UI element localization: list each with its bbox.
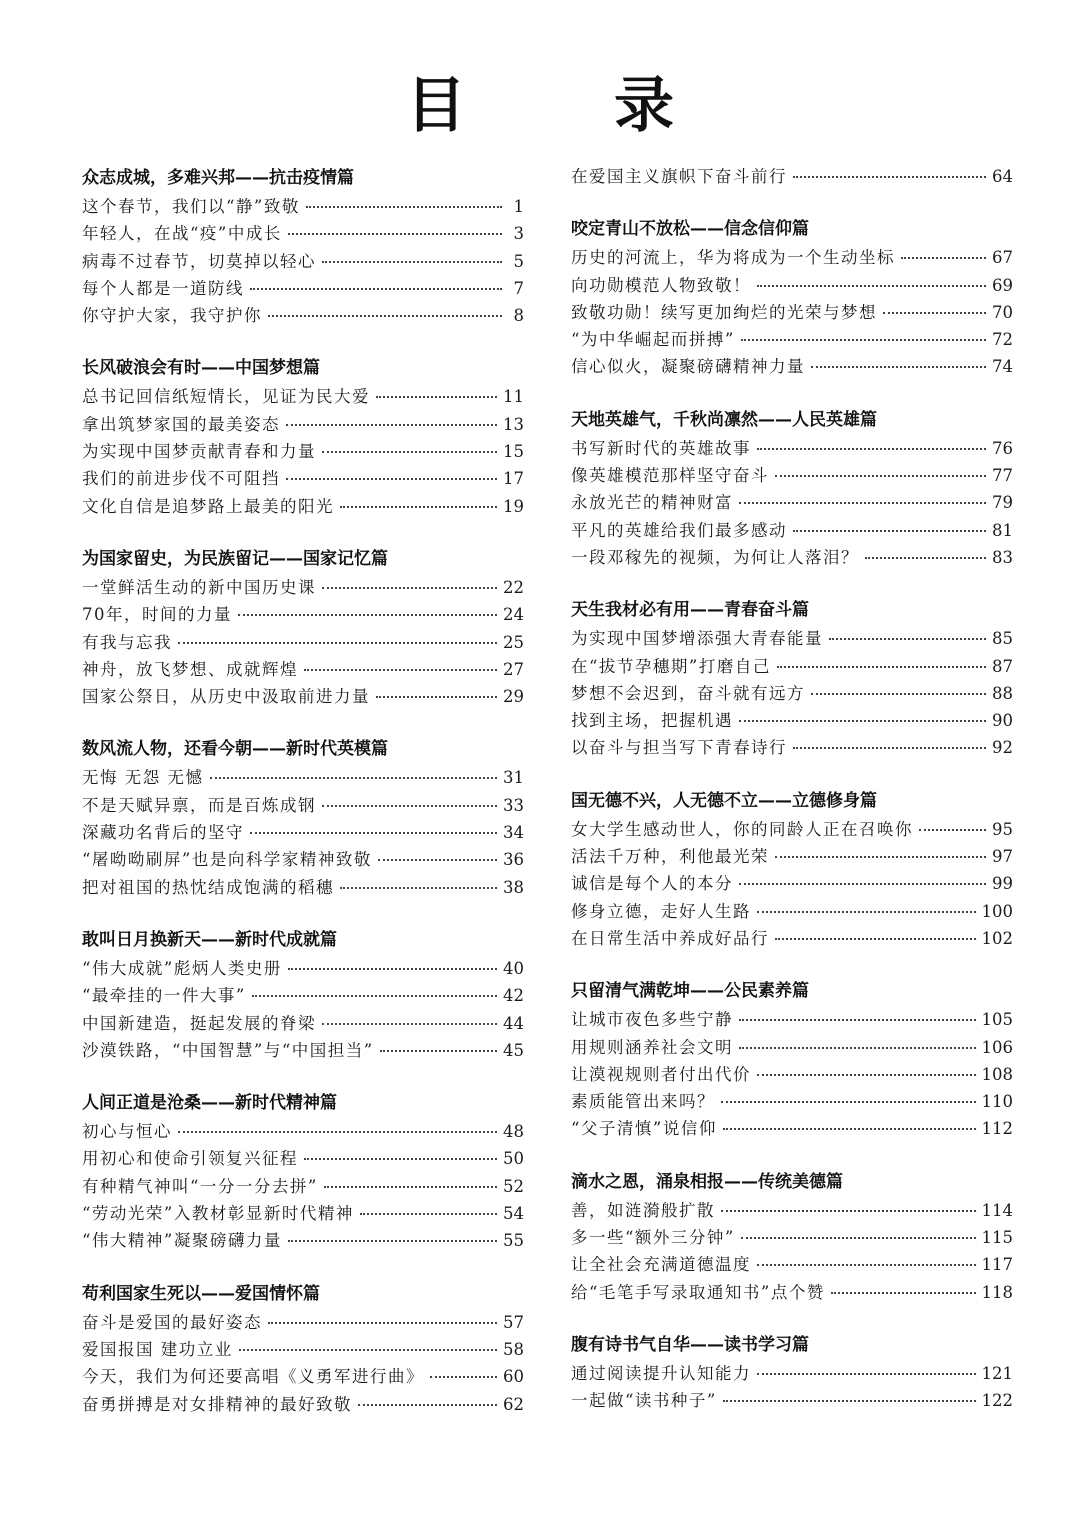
entry-page-number: 76: [992, 438, 1013, 458]
toc-entry[interactable]: [82, 465, 524, 492]
dot-leader: [286, 423, 497, 426]
entry-title: 70年，时间的力量: [82, 605, 232, 625]
entry-title: 在爱国主义旗帜下奋斗前行: [571, 167, 787, 186]
entry-title: “为中华崛起而拼搏”: [571, 330, 735, 350]
section-title: 为国家留史，为民族留记——国家记忆篇: [82, 548, 388, 569]
entry-page-number: 34: [503, 823, 524, 843]
entry-page-number: 50: [503, 1149, 524, 1169]
dot-leader: [757, 1372, 976, 1375]
dot-leader: [306, 205, 502, 208]
dot-leader: [304, 1157, 497, 1160]
entry-page-number: 122: [981, 1391, 1013, 1411]
toc-entry[interactable]: [571, 299, 1013, 326]
dot-leader: [239, 1348, 497, 1351]
entry-page-number: 60: [503, 1367, 524, 1387]
dot-leader: [322, 804, 497, 807]
page-title: 目 录: [406, 71, 718, 141]
toc-entry[interactable]: [571, 1115, 1013, 1142]
entry-page-number: 40: [503, 958, 524, 978]
toc-entry[interactable]: [571, 1088, 1013, 1115]
toc-entry[interactable]: [82, 874, 524, 901]
section-title: 只留清气满乾坤——公民素养篇: [571, 981, 809, 1002]
toc-entry[interactable]: [82, 601, 524, 628]
toc-section: [571, 1330, 1013, 1415]
entry-title: “最牵挂的一件大事”: [82, 986, 246, 1006]
toc-entry[interactable]: [571, 1251, 1013, 1278]
dot-leader: [322, 1022, 497, 1025]
dot-leader: [741, 1236, 976, 1239]
entry-title: 历史的河流上，华为将成为一个生动坐标: [571, 248, 895, 268]
entry-page-number: 7: [513, 278, 524, 298]
entry-page-number: 102: [981, 928, 1013, 948]
toc-section: [82, 1279, 524, 1418]
toc-section: [571, 405, 1013, 571]
toc-entry[interactable]: [571, 244, 1013, 271]
entry-title: 向功勋模范人物致敬！: [571, 275, 751, 295]
entry-page-number: 83: [992, 547, 1013, 567]
toc-entry[interactable]: [571, 326, 1013, 353]
entry-title: 信心似火，凝聚磅礴精神力量: [571, 357, 805, 377]
dot-leader: [865, 556, 986, 559]
entry-page-number: 105: [981, 1010, 1013, 1030]
toc-left-column: [82, 163, 524, 1442]
entry-page-number: 62: [503, 1394, 524, 1414]
entry-title: 神舟，放飞梦想、成就辉煌: [82, 659, 298, 679]
dot-leader: [286, 477, 497, 480]
entry-page-number: 77: [992, 466, 1013, 486]
entry-page-number: 29: [503, 687, 524, 707]
dot-leader: [793, 175, 986, 178]
toc-entry[interactable]: [82, 629, 524, 656]
dot-leader: [811, 365, 986, 368]
section-title: 天生我材必有用——青春奋斗篇: [571, 600, 809, 621]
entry-title: 我们的前进步伐不可阻挡: [82, 469, 280, 489]
toc-entry[interactable]: [82, 248, 524, 275]
entry-title: 善，如涟漪般扩散: [571, 1200, 715, 1220]
dot-leader: [883, 311, 986, 314]
toc-entry[interactable]: [571, 163, 1013, 190]
toc-section: [571, 786, 1013, 952]
toc-entry[interactable]: [82, 1336, 524, 1363]
dot-leader: [775, 937, 976, 940]
entry-page-number: 58: [503, 1339, 524, 1359]
toc-entry[interactable]: [571, 1034, 1013, 1061]
toc-entry[interactable]: [82, 1363, 524, 1390]
dot-leader: [757, 910, 976, 913]
dot-leader: [721, 1100, 976, 1103]
section-title: 数风流人物，还看今朝——新时代英模篇: [82, 739, 388, 760]
entry-page-number: 121: [981, 1363, 1013, 1383]
entry-title: 文化自信是追梦路上最美的阳光: [82, 496, 334, 516]
dot-leader: [775, 855, 986, 858]
dot-leader: [723, 1399, 976, 1402]
section-title: 天地英雄气，千秋尚凛然——人民英雄篇: [571, 409, 877, 430]
entry-page-number: 3: [513, 224, 524, 244]
dot-leader: [739, 882, 986, 885]
entry-title: 不是天赋异禀，而是百炼成钢: [82, 795, 316, 815]
entry-page-number: 42: [503, 986, 524, 1006]
dot-leader: [739, 719, 986, 722]
toc-entry[interactable]: [82, 982, 524, 1009]
section-title: 咬定青山不放松——信念信仰篇: [571, 219, 809, 240]
toc-entry[interactable]: [82, 792, 524, 819]
entry-page-number: 88: [992, 683, 1013, 703]
entry-page-number: 36: [503, 850, 524, 870]
entry-title: 病毒不过春节，切莫掉以轻心: [82, 251, 316, 271]
entry-title: 素质能管出来吗？: [571, 1092, 715, 1112]
entry-page-number: 112: [981, 1119, 1013, 1139]
entry-page-number: 15: [503, 442, 524, 462]
toc-section: [82, 544, 524, 710]
dot-leader: [376, 395, 497, 398]
entry-page-number: 54: [503, 1204, 524, 1224]
dot-leader: [210, 776, 498, 779]
entry-page-number: 106: [981, 1037, 1013, 1057]
entry-page-number: 8: [513, 306, 524, 326]
toc-entry[interactable]: [571, 489, 1013, 516]
entry-page-number: 69: [992, 275, 1013, 295]
entry-title: 像英雄模范那样坚守奋斗: [571, 466, 769, 486]
entry-page-number: 108: [981, 1064, 1013, 1084]
toc-section: [571, 595, 1013, 761]
dot-leader: [757, 447, 986, 450]
entry-page-number: 38: [503, 877, 524, 897]
section-title: 人间正道是沧桑——新时代精神篇: [82, 1093, 337, 1114]
entry-title: “父子清慎”说信仰: [571, 1119, 717, 1139]
dot-leader: [324, 1185, 497, 1188]
entry-title: 国家公祭日，从历史中汲取前进力量: [82, 687, 370, 707]
toc-entry[interactable]: [571, 653, 1013, 680]
toc-entry[interactable]: [82, 683, 524, 710]
dot-leader: [831, 1291, 976, 1294]
dot-leader: [340, 505, 497, 508]
toc-entry[interactable]: [571, 462, 1013, 489]
toc-entry[interactable]: [571, 680, 1013, 707]
entry-title: 给“毛笔手写录取通知书”点个赞: [571, 1282, 825, 1302]
dot-leader: [723, 1127, 976, 1130]
toc-section: [82, 353, 524, 519]
toc-entry[interactable]: [571, 734, 1013, 761]
entry-page-number: 24: [503, 605, 524, 625]
toc-entry[interactable]: [571, 1224, 1013, 1251]
toc-entry[interactable]: [571, 925, 1013, 952]
dot-leader: [793, 746, 986, 749]
entry-title: “屠呦呦刷屏”也是向科学家精神致敬: [82, 850, 372, 870]
toc-entry[interactable]: [571, 898, 1013, 925]
dot-leader: [304, 668, 497, 671]
entry-title: 永放光芒的精神财富: [571, 493, 733, 513]
dot-leader: [288, 232, 502, 235]
toc-entry[interactable]: [571, 1197, 1013, 1224]
entry-page-number: 57: [503, 1312, 524, 1332]
dot-leader: [757, 284, 986, 287]
dot-leader: [288, 967, 497, 970]
toc-section: [571, 976, 1013, 1142]
entry-title: 爱国报国 建功立业: [82, 1339, 233, 1359]
entry-title: 深藏功名背后的坚守: [82, 823, 244, 843]
toc-entry[interactable]: [82, 1145, 524, 1172]
entry-title: 无悔 无怨 无憾: [82, 768, 204, 788]
entry-title: 每个人都是一道防线: [82, 278, 244, 298]
toc-entry[interactable]: [82, 275, 524, 302]
entry-page-number: 90: [992, 711, 1013, 731]
dot-leader: [322, 450, 497, 453]
entry-title: 中国新建造，挺起发展的脊梁: [82, 1013, 316, 1033]
entry-title: “劳动光荣”入教材彰显新时代精神: [82, 1204, 354, 1224]
entry-page-number: 70: [992, 302, 1013, 322]
dot-leader: [721, 1209, 976, 1212]
entry-page-number: 118: [981, 1282, 1013, 1302]
toc-entry[interactable]: [82, 656, 524, 683]
entry-title: 把对祖国的热忱结成饱满的稻穗: [82, 877, 334, 897]
entry-title: 为实现中国梦贡献青春和力量: [82, 442, 316, 462]
dot-leader: [360, 1212, 497, 1215]
toc-entry[interactable]: [571, 625, 1013, 652]
toc-entry[interactable]: [82, 955, 524, 982]
dot-leader: [757, 1073, 976, 1076]
entry-title: 活法千万种，利他最光荣: [571, 847, 769, 867]
entry-title: 沙漠铁路，“中国智慧”与“中国担当”: [82, 1040, 374, 1060]
dot-leader: [380, 1049, 497, 1052]
entry-page-number: 74: [992, 357, 1013, 377]
entry-page-number: 55: [503, 1231, 524, 1251]
section-title: 滴水之恩，涌泉相报——传统美德篇: [571, 1171, 843, 1192]
entry-page-number: 81: [992, 520, 1013, 540]
entry-page-number: 13: [503, 414, 524, 434]
entry-title: 让漠视规则者付出代价: [571, 1064, 751, 1084]
dot-leader: [268, 1321, 497, 1324]
toc-entry[interactable]: [82, 193, 524, 220]
entry-page-number: 79: [992, 493, 1013, 513]
toc-entry[interactable]: [82, 846, 524, 873]
toc-entry[interactable]: [82, 1391, 524, 1418]
dot-leader: [775, 474, 986, 477]
entry-page-number: 5: [513, 251, 524, 271]
entry-page-number: 52: [503, 1176, 524, 1196]
toc-entry[interactable]: [82, 1173, 524, 1200]
entry-title: 一堂鲜活生动的新中国历史课: [82, 577, 316, 597]
dot-leader: [777, 665, 986, 668]
entry-page-number: 95: [992, 819, 1013, 839]
toc-entry[interactable]: [82, 1309, 524, 1336]
entry-title: 女大学生感动世人，你的同龄人正在召唤你: [571, 819, 913, 839]
dot-leader: [919, 828, 986, 831]
entry-page-number: 22: [503, 577, 524, 597]
entry-page-number: 45: [503, 1040, 524, 1060]
toc-entry[interactable]: [82, 819, 524, 846]
entry-title: 平凡的英雄给我们最多感动: [571, 520, 787, 540]
entry-title: 用初心和使命引领复兴征程: [82, 1149, 298, 1169]
toc-entry[interactable]: [82, 302, 524, 329]
toc-entry[interactable]: [571, 816, 1013, 843]
dot-leader: [178, 641, 497, 644]
entry-title: 多一些“额外三分钟”: [571, 1228, 735, 1248]
entry-page-number: 31: [503, 768, 524, 788]
toc-section: [571, 214, 1013, 380]
dot-leader: [250, 287, 502, 290]
entry-page-number: 85: [992, 629, 1013, 649]
toc-entry[interactable]: [82, 1227, 524, 1254]
entry-title: 找到主场，把握机遇: [571, 711, 733, 731]
toc-section: [82, 1088, 524, 1254]
entry-title: 书写新时代的英雄故事: [571, 438, 751, 458]
dot-leader: [757, 1263, 976, 1266]
entry-title: 梦想不会迟到，奋斗就有远方: [571, 683, 805, 703]
section-title: 敢叫日月换新天——新时代成就篇: [82, 929, 337, 950]
entry-page-number: 11: [503, 387, 524, 407]
dot-leader: [322, 586, 497, 589]
toc-entry[interactable]: [82, 383, 524, 410]
entry-page-number: 97: [992, 847, 1013, 867]
toc-entry[interactable]: [571, 1061, 1013, 1088]
dot-leader: [741, 338, 986, 341]
entry-title: “伟大精神”凝聚磅礴力量: [82, 1231, 282, 1251]
section-title: 国无德不兴，人无德不立——立德修身篇: [571, 790, 877, 811]
entry-page-number: 115: [981, 1228, 1013, 1248]
toc-entry[interactable]: [82, 764, 524, 791]
toc-entry[interactable]: [82, 1010, 524, 1037]
dot-leader: [739, 1018, 976, 1021]
dot-leader: [793, 529, 986, 532]
toc-entry[interactable]: [571, 1360, 1013, 1387]
entry-title: 奋勇拼搏是对女排精神的最好致敬: [82, 1394, 352, 1414]
entry-title: 拿出筑梦家国的最美姿态: [82, 414, 280, 434]
dot-leader: [250, 831, 497, 834]
entry-page-number: 100: [981, 901, 1013, 921]
toc-section: [82, 734, 524, 900]
dot-leader: [829, 637, 986, 640]
section-title: 苟利国家生死以——爱国情怀篇: [82, 1283, 320, 1304]
toc-entry[interactable]: [82, 438, 524, 465]
dot-leader: [178, 1130, 497, 1133]
toc-section: [571, 163, 1013, 190]
entry-page-number: 99: [992, 874, 1013, 894]
dot-leader: [322, 260, 502, 263]
toc-entry[interactable]: [571, 1279, 1013, 1306]
entry-title: 修身立德，走好人生路: [571, 901, 751, 921]
entry-title: 在“拔节孕穗期”打磨自己: [571, 656, 771, 676]
section-title: 长风破浪会有时——中国梦想篇: [82, 358, 320, 379]
toc-entry[interactable]: [571, 707, 1013, 734]
entry-page-number: 92: [992, 738, 1013, 758]
dot-leader: [901, 256, 986, 259]
entry-title: 致敬功勋！续写更加绚烂的光荣与梦想: [571, 302, 877, 322]
toc-section: [571, 1167, 1013, 1306]
dot-leader: [376, 695, 497, 698]
entry-page-number: 117: [981, 1255, 1013, 1275]
dot-leader: [268, 314, 502, 317]
toc-entry[interactable]: [571, 435, 1013, 462]
entry-title: 今天，我们为何还要高唱《义勇军进行曲》: [82, 1367, 424, 1387]
entry-title: 有我与忘我: [82, 632, 172, 652]
entry-title: 用规则涵养社会文明: [571, 1037, 733, 1057]
entry-page-number: 48: [503, 1122, 524, 1142]
entry-page-number: 114: [981, 1200, 1013, 1220]
dot-leader: [378, 858, 497, 861]
toc-entry[interactable]: [571, 1006, 1013, 1033]
dot-leader: [739, 501, 986, 504]
entry-title: 年轻人，在战“疫”中成长: [82, 224, 282, 244]
dot-leader: [739, 1046, 976, 1049]
dot-leader: [358, 1403, 497, 1406]
entry-page-number: 27: [503, 659, 524, 679]
entry-title: 初心与恒心: [82, 1122, 172, 1142]
entry-page-number: 72: [992, 330, 1013, 350]
entry-title: 让城市夜色多些宁静: [571, 1010, 733, 1030]
entry-title: 一起做“读书种子”: [571, 1391, 717, 1411]
toc-entry[interactable]: [82, 493, 524, 520]
entry-title: 一段邓稼先的视频，为何让人落泪？: [571, 547, 859, 567]
entry-page-number: 1: [513, 197, 524, 216]
toc-section: [82, 925, 524, 1064]
toc-entry[interactable]: [571, 272, 1013, 299]
toc-entry[interactable]: [571, 544, 1013, 571]
entry-title: 奋斗是爱国的最好姿态: [82, 1312, 262, 1332]
entry-page-number: 87: [992, 656, 1013, 676]
toc-entry[interactable]: [82, 574, 524, 601]
toc-entry[interactable]: [571, 353, 1013, 380]
entry-page-number: 67: [992, 248, 1013, 268]
dot-leader: [238, 613, 497, 616]
entry-title: 你守护大家，我守护你: [82, 306, 262, 326]
toc-entry[interactable]: [571, 843, 1013, 870]
section-title: 众志成城，多难兴邦——抗击疫情篇: [82, 168, 354, 188]
toc-entry[interactable]: [82, 1200, 524, 1227]
toc-entry[interactable]: [571, 517, 1013, 544]
entry-title: 有种精气神叫“一分一分去拼”: [82, 1176, 318, 1196]
section-title: 腹有诗书气自华——读书学习篇: [571, 1334, 809, 1355]
entry-title: 在日常生活中养成好品行: [571, 928, 769, 948]
dot-leader: [811, 692, 986, 695]
entry-page-number: 25: [503, 632, 524, 652]
entry-title: 以奋斗与担当写下青春诗行: [571, 738, 787, 758]
toc-entry[interactable]: [82, 1118, 524, 1145]
entry-title: “伟大成就”彪炳人类史册: [82, 958, 282, 978]
toc-entry[interactable]: [571, 1387, 1013, 1414]
toc-entry[interactable]: [82, 220, 524, 247]
entry-title: 诚信是每个人的本分: [571, 874, 733, 894]
toc-right-column: [571, 163, 1013, 1439]
entry-title: 让全社会充满道德温度: [571, 1255, 751, 1275]
entry-page-number: 17: [503, 469, 524, 489]
entry-page-number: 33: [503, 795, 524, 815]
toc-entry[interactable]: [571, 870, 1013, 897]
dot-leader: [252, 994, 497, 997]
toc-entry[interactable]: [82, 411, 524, 438]
dot-leader: [288, 1239, 497, 1242]
entry-title: 这个春节，我们以“静”致敬: [82, 197, 300, 216]
dot-leader: [340, 886, 497, 889]
entry-title: 为实现中国梦增添强大青春能量: [571, 629, 823, 649]
entry-page-number: 44: [503, 1013, 524, 1033]
entry-page-number: 64: [992, 167, 1013, 186]
entry-page-number: 110: [981, 1092, 1013, 1112]
dot-leader: [430, 1375, 497, 1378]
entry-title: 总书记回信纸短情长，见证为民大爱: [82, 387, 370, 407]
entry-title: 通过阅读提升认知能力: [571, 1363, 751, 1383]
entry-page-number: 19: [503, 496, 524, 516]
toc-entry[interactable]: [82, 1037, 524, 1064]
toc-section: [82, 163, 524, 329]
